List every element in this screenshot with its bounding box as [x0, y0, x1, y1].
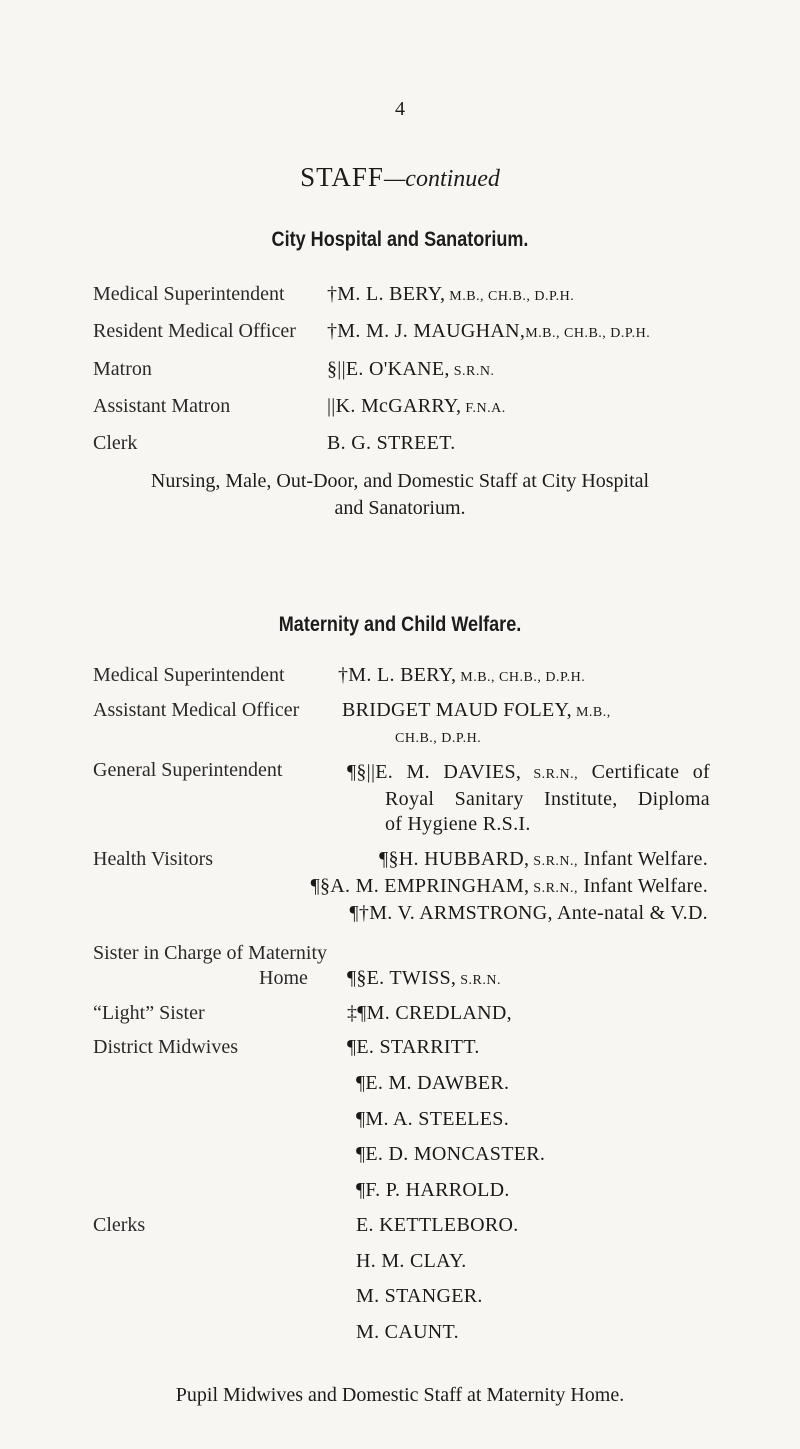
staff-name-okane: [327, 358, 494, 381]
maternity-footer-note: Pupil Midwives and Domestic Staff at Maternity Home.: [175, 1384, 625, 1406]
staff-name: ||K. McGARRY,: [327, 395, 462, 417]
role-medical-superintendent: Medical Superintendent: [93, 283, 285, 305]
note-line: and Sanatorium.: [334, 497, 466, 519]
staff-name-mcgarry: [327, 395, 506, 418]
staff-name: ¶§H. HUBBARD,: [379, 848, 530, 870]
list-item: H. M. CLAY.: [356, 1250, 467, 1272]
staff-note: Infant Welfare.: [578, 848, 708, 870]
page-title-suffix: —continued: [383, 166, 500, 192]
list-item: ¶F. P. HARROLD.: [356, 1179, 510, 1201]
staff-name-bery: [327, 283, 574, 306]
list-item: ¶E. M. DAWBER.: [356, 1072, 510, 1094]
staff-note: Ante-natal & V.D.: [552, 902, 708, 924]
staff-name: BRIDGET MAUD FOLEY,: [342, 699, 572, 721]
staff-name: †M. L. BERY,: [327, 283, 446, 305]
staff-note: Infant Welfare.: [578, 875, 708, 897]
davies-line-1: [347, 759, 710, 788]
staff-name: ¶§A. M. EMPRINGHAM,: [310, 875, 530, 897]
role-resident-medical-officer: Resident Medical Officer: [93, 320, 296, 342]
staff-note: Royal Sanitary Institute, Diploma: [385, 788, 710, 810]
list-item: ¶E. STARRITT.: [347, 1036, 480, 1058]
staff-name: ¶†M. V. ARMSTRONG,: [349, 902, 553, 924]
staff-name-armstrong: [350, 902, 708, 925]
staff-name: ¶§||E. M. DAVIES,: [347, 761, 522, 783]
role-assistant-medical-officer: Assistant Medical Officer: [93, 699, 300, 721]
maternity-heading: Maternity and Child Welfare.: [278, 613, 522, 636]
role-sister-in-charge: Sister in Charge of Maternity: [93, 942, 328, 964]
staff-name-hubbard: [379, 848, 708, 871]
staff-name-street: B. G. STREET.: [327, 432, 456, 454]
role-assistant-matron: Assistant Matron: [93, 395, 231, 417]
city-hospital-heading: City Hospital and Sanatorium.: [271, 228, 529, 251]
staff-qualifications: M.B., CH.B., D.P.H.: [525, 326, 651, 341]
staff-qualifications: S.R.N.,: [521, 767, 579, 782]
page-title-main: STAFF: [300, 162, 384, 192]
city-hospital-note: [0, 468, 800, 522]
staff-qualifications: S.R.N.,: [529, 854, 579, 869]
staff-qualifications: CH.B., D.P.H.: [395, 731, 482, 746]
staff-name-credland: ‡¶M. CREDLAND,: [347, 1002, 512, 1024]
staff-qualifications: F.N.A.: [461, 401, 506, 416]
list-item: E. KETTLEBORO.: [356, 1214, 519, 1236]
role-clerk: Clerk: [93, 432, 138, 454]
staff-qualifications: M.B.,: [571, 705, 611, 720]
staff-name: †M. L. BERY,: [338, 664, 457, 686]
role-general-superintendent: General Superintendent: [93, 759, 283, 781]
role-light-sister: “Light” Sister: [93, 1002, 205, 1024]
staff-qualifications: S.R.N.: [449, 364, 495, 379]
staff-name-twiss: [347, 967, 501, 990]
staff-name: †M. M. J. MAUGHAN,: [327, 320, 526, 342]
staff-note: Certificate of: [578, 761, 710, 783]
staff-name-davies: [347, 759, 710, 788]
staff-name-bery: [338, 664, 585, 687]
staff-qualifications: S.R.N.: [456, 973, 501, 988]
staff-qualifications: M.B., CH.B., D.P.H.: [456, 670, 586, 685]
role-district-midwives: District Midwives: [93, 1036, 238, 1058]
page-title: [0, 162, 800, 193]
role-health-visitors: Health Visitors: [93, 848, 214, 870]
staff-name-foley: [342, 699, 611, 722]
staff-name-maughan: [327, 320, 650, 343]
staff-name-empringham: [311, 875, 708, 898]
staff-qualifications: S.R.N.,: [529, 881, 579, 896]
list-item: M. CAUNT.: [356, 1321, 459, 1343]
staff-name: ¶§E. TWISS,: [347, 967, 457, 989]
page-number: 4: [395, 98, 405, 120]
davies-line-3: of Hygiene R.S.I.: [385, 813, 531, 835]
role-matron: Matron: [93, 358, 152, 380]
list-item: ¶M. A. STEELES.: [356, 1108, 510, 1130]
staff-qualifications: M.B., CH.B., D.P.H.: [445, 289, 575, 304]
davies-line-2: [385, 786, 710, 813]
role-medical-superintendent: Medical Superintendent: [93, 664, 285, 686]
note-line: Nursing, Male, Out-Door, and Domestic Staff at City Hospital: [150, 470, 650, 492]
list-item: M. STANGER.: [356, 1285, 483, 1307]
role-sister-in-charge-line2: Home: [259, 967, 308, 989]
staff-name: §||E. O'KANE,: [327, 358, 450, 380]
role-clerks: Clerks: [93, 1214, 146, 1236]
list-item: ¶E. D. MONCASTER.: [356, 1143, 546, 1165]
